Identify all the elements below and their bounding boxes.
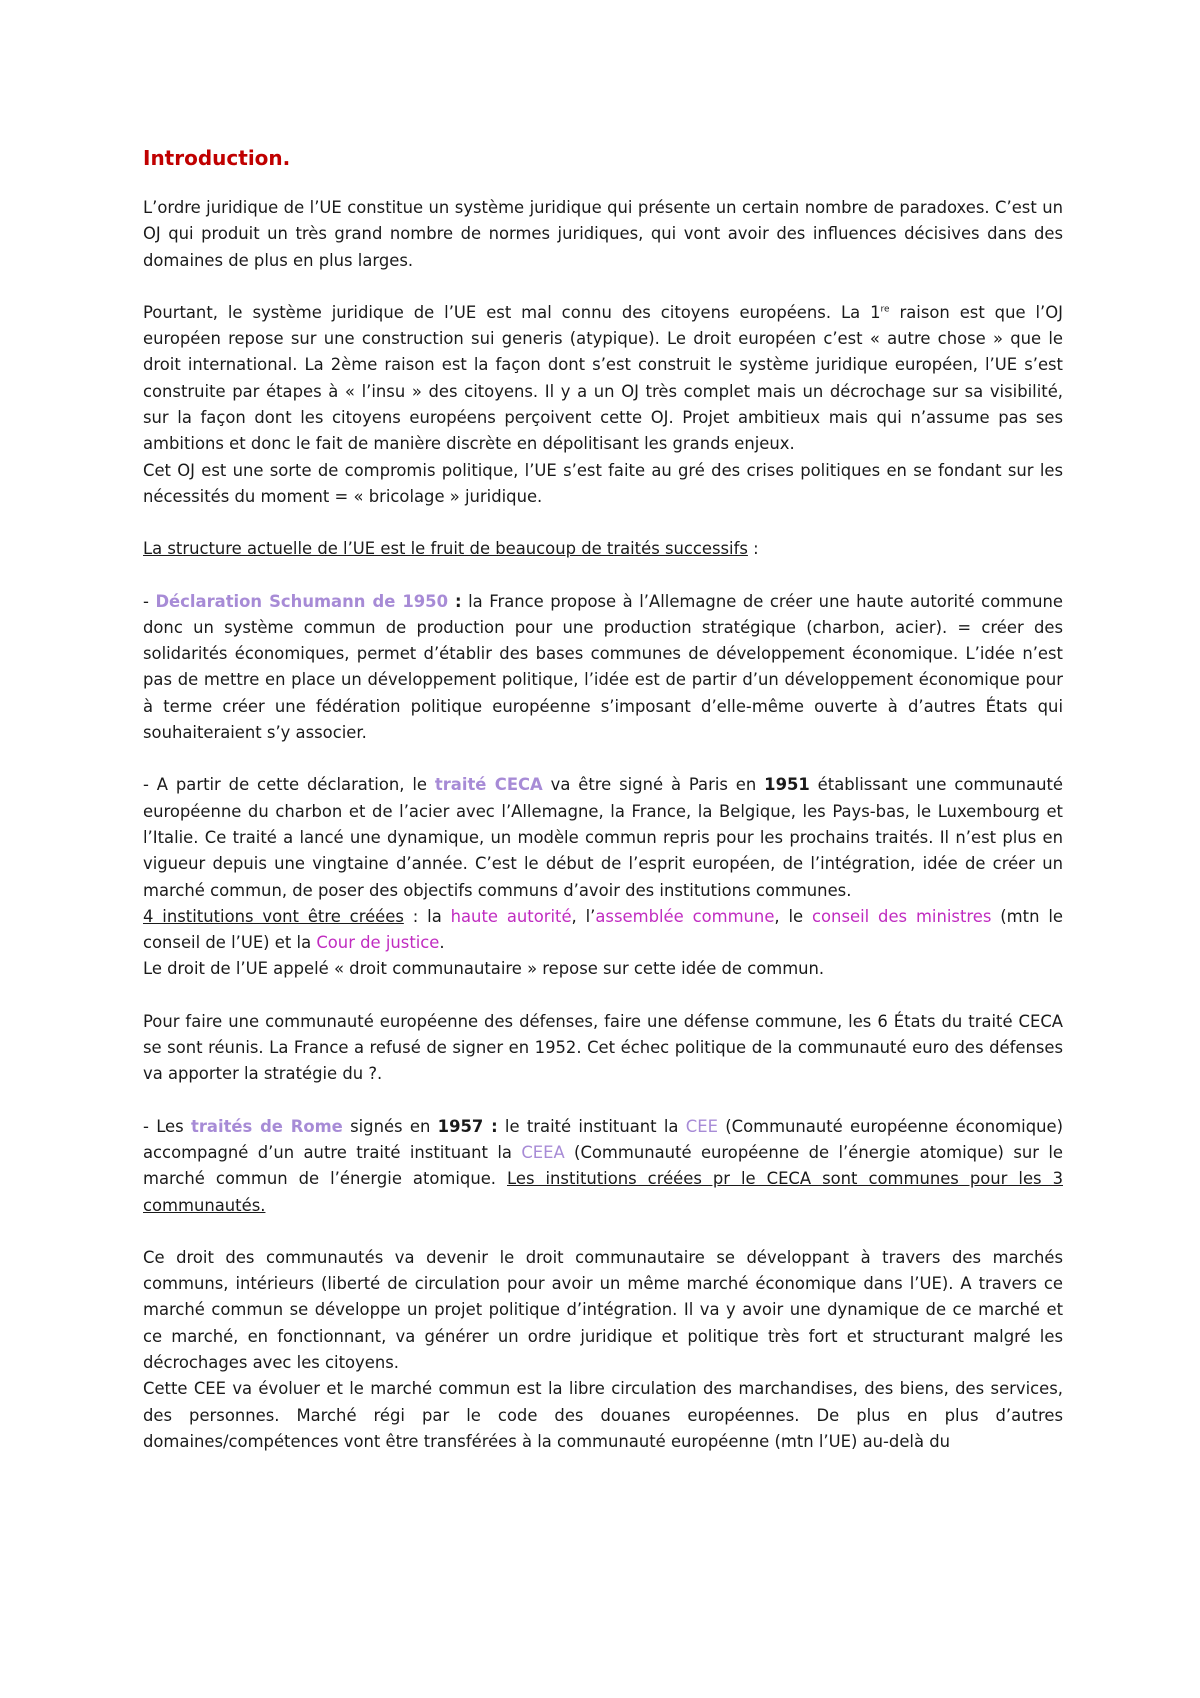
highlight-declaration-schumann: Déclaration Schumann de 1950 [155,591,448,611]
page-title: Introduction. [143,146,291,170]
paragraph-cee-evolution: Cette CEE va évoluer et le marché commun est la libre circulation des marchandises, des biens, des services, des personnes. Marché régi par le code des douanes européennes. De plus en plus d’autres domaines/compétences vont être transférées à la communauté européenne (mtn l’UE) au-delà du [143,1379,1063,1451]
paragraph-compromis: Cet OJ est une sorte de compromis politique, l’UE s’est faite au gré des crises politiques en se fondant sur les nécessités du moment = « bricolage » juridique. [143,460,1063,506]
institution-assemblee-commune: assemblée commune [595,906,775,926]
paragraph-marche-commun: Ce droit des communautés va devenir le droit communautaire se développant à travers des marchés communs, intérieurs (liberté de circulation pour avoir un même marché économique dans l’UE). A travers ce marché commun se développe un projet politique d’intégration. Il va y avoir une dynamique de ce marché et ce marché, en fonctionnant, va générer un ordre juridique et politique très fort et structurant malgré les décrochages avec les citoyens. [143,1247,1063,1372]
highlight-ceea: CEEA [521,1142,565,1162]
paragraph-institutions: 4 institutions vont être créées : la haute autorité, l’assemblée commune, le conseil des ministres (mtn le conseil de l’UE) et la Cour de justice. [143,906,1063,953]
institution-haute-autorite: haute autorité [450,906,572,926]
year-1951: 1951 [764,775,810,795]
underlined-institutions: 4 institutions vont être créées [143,906,404,926]
year-1957: 1957 : [437,1116,498,1136]
institution-cour-de-justice: Cour de justice [316,933,440,953]
document-page [143,143,1063,1455]
institution-conseil-ministres: conseil des ministres [812,906,992,926]
superscript-re: re [880,304,890,315]
highlight-traite-ceca: traité CECA [434,775,543,795]
paragraph-ordre-juridique: L’ordre juridique de l’UE constitue un système juridique qui présente un certain nombre de paradoxes. C’est un OJ qui produit un très grand nombre de normes juridiques, qui vont avoir des influences décisives dans des domaines de plus en plus larges. [143,198,1063,270]
paragraph-rome: - Les traités de Rome signés en 1957 : le traité instituant la CEE (Communauté européenne économique) accompagné d’un autre traité instituant la CEEA (Communauté européenne de l’énergie atomique) sur le marché commun de l’énergie atomique. Les institutions créées pr le CECA sont communes pour les 3 communautés. [143,1116,1063,1215]
underlined-heading: La structure actuelle de l’UE est le fruit de beaucoup de traités successifs [143,539,748,559]
paragraph-pourtant: Pourtant, le système juridique de l’UE est mal connu des citoyens européens. La 1re raison est que l’OJ européen repose sur une construction sui generis (atypique). Le droit européen c’est « autre chose » que le droit international. La 2ème raison est la façon dont s’est construit le système juridique européen, l’UE s’est construite par étapes à « l’insu » des citoyens. Il y a un OJ très complet mais un décrochage sur sa visibilité, sur la façon dont les citoyens européens perçoivent cette OJ. Projet ambitieux mais qui n’assume pas ses ambitions et donc le fait de manière discrète en dépolitisant les grands enjeux. [143,302,1063,454]
paragraph-schumann: - Déclaration Schumann de 1950 : la France propose à l’Allemagne de créer une haute autorité commune donc un système commun de production pour une production stratégique (charbon, acier). = créer des solidarités économiques, permet d’établir des bases communes de développement économique. L’idée n’est pas de mettre en place un développement politique, l’idée est de partir d’un développement économique pour à terme créer une fédération politique européenne s’imposant d’elle-même ouverte à d’autres États qui souhaiteraient s’y associer. [143,591,1063,743]
underlined-institutions-communes: Les institutions créées pr le CECA sont communes pour les 3 communautés. [143,1169,1063,1215]
paragraph-droit-communautaire: Le droit de l’UE appelé « droit communautaire » repose sur cette idée de commun. [143,959,825,979]
paragraph-structure-heading: La structure actuelle de l’UE est le fruit de beaucoup de traités successifs : [143,539,759,559]
highlight-cee: CEE [685,1116,718,1136]
paragraph-defense: Pour faire une communauté européenne des défenses, faire une défense commune, les 6 États du traité CECA se sont réunis. La France a refusé de signer en 1952. Cet échec politique de la communauté euro des défenses va apporter la stratégie du ?. [143,1011,1063,1084]
highlight-traites-de-rome: traités de Rome [190,1116,343,1136]
paragraph-ceca: - A partir de cette déclaration, le traité CECA va être signé à Paris en 1951 établissant une communauté européenne du charbon et de l’acier avec l’Allemagne, la France, la Belgique, les Pays-bas, le Luxembourg et l’Italie. Ce traité a lancé une dynamique, un modèle commun repris pour les prochains traités. Il n’est plus en vigueur depuis une vingtaine d’année. C’est le début de l’esprit européen, de l’intégration, idée de créer un marché commun, de poser des objectifs communs d’avoir des institutions communes. [143,775,1064,900]
